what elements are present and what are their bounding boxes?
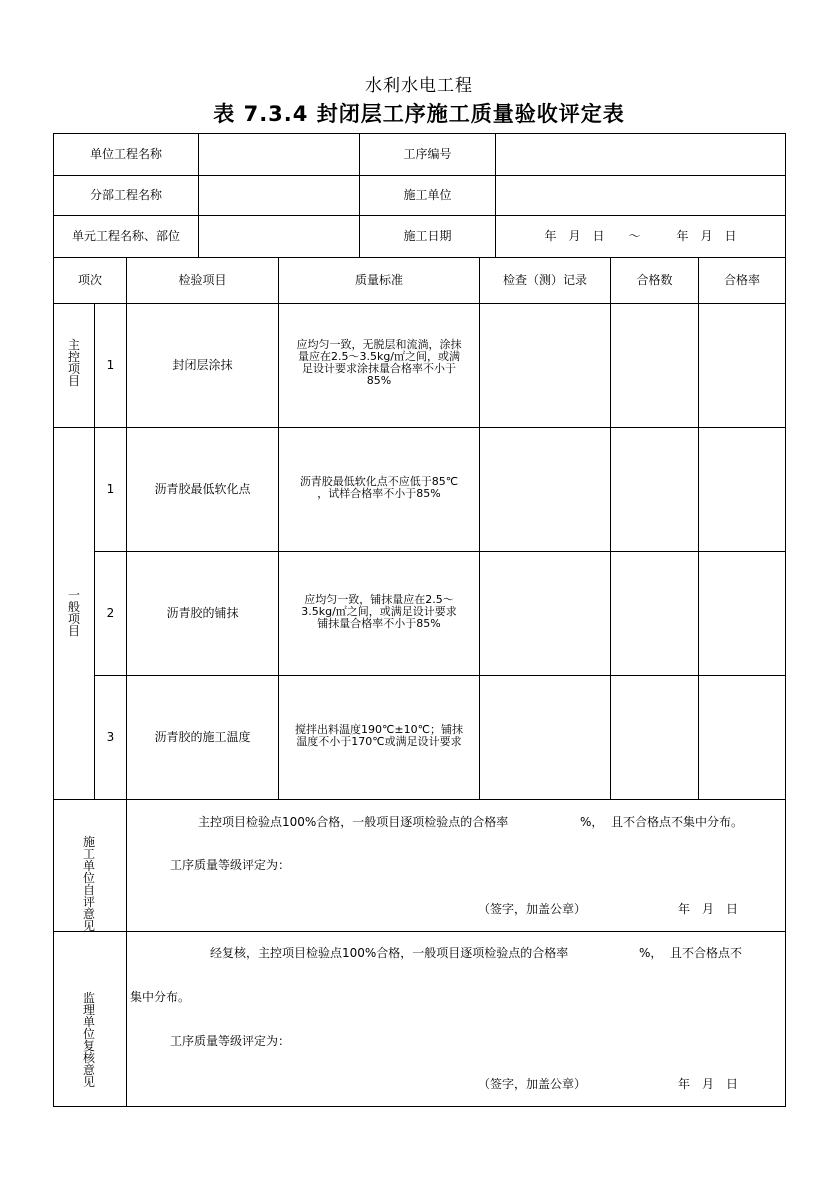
- form-title: 表 7.3.4 封闭层工序施工质量验收评定表: [213, 102, 625, 126]
- main-item-record[interactable]: [480, 304, 610, 427]
- col-item-order: 项次: [77, 273, 102, 287]
- general-item-1-record[interactable]: [480, 428, 610, 551]
- general-item-3-name: 沥青胶的施工温度: [154, 730, 251, 744]
- supervisor-statement: 经复核，主控项目检验点100%合格，一般项目逐项检验点的合格率: [210, 946, 569, 960]
- main-items-group-label: 主控项目: [68, 338, 81, 388]
- general-item-2-pass-rate[interactable]: [699, 552, 785, 675]
- self-eval-statement: 主控项目检验点100%合格，一般项目逐项检验点的合格率: [198, 815, 509, 829]
- form-supertitle: 水利水电工程: [365, 76, 473, 96]
- general-item-1-no: 1: [106, 482, 115, 496]
- main-item-name: 封闭层涂抹: [172, 358, 233, 372]
- self-eval-label: 施工单位自评意见: [83, 835, 96, 933]
- supervisor-date: 年 月 日: [678, 1077, 739, 1091]
- general-item-3-no: 3: [106, 730, 115, 744]
- general-item-3-record[interactable]: [480, 676, 610, 799]
- col-inspection-item: 检验项目: [178, 273, 227, 287]
- self-eval-grade: 工序质量等级评定为：: [170, 858, 291, 872]
- self-eval-sign: （签字，加盖公章）: [478, 902, 587, 916]
- general-item-2-no: 2: [106, 606, 115, 620]
- general-item-1-name: 沥青胶最低软化点: [154, 482, 251, 496]
- general-items-group-label: 一般项目: [68, 588, 81, 638]
- unit-project-label: 单位工程名称: [89, 147, 162, 161]
- main-item-qualified-count[interactable]: [611, 304, 698, 427]
- general-item-3-standard: 搅拌出料温度190℃±10℃；铺抹 温度不小于170℃或满足设计要求: [295, 723, 463, 748]
- construction-date-range[interactable]: 年 月 日 ～ 年 月 日: [544, 229, 737, 243]
- general-item-2-name: 沥青胶的铺抹: [166, 606, 239, 620]
- general-item-2-qualified-count[interactable]: [611, 552, 698, 675]
- general-item-1-standard: 沥青胶最低软化点不应低于85℃ ，试样合格率不小于85%: [299, 475, 459, 500]
- self-eval-statement-end: 且不合格点不集中分布。: [611, 815, 744, 829]
- supervisor-grade: 工序质量等级评定为：: [170, 1034, 291, 1048]
- main-item-pass-rate[interactable]: [699, 304, 785, 427]
- col-quality-standard: 质量标准: [354, 273, 403, 287]
- supervisor-statement-line2: 集中分布。: [130, 990, 191, 1004]
- self-eval-date: 年 月 日: [678, 902, 739, 916]
- general-item-2-standard: 应均匀一致，铺抹量应在2.5～ 3.5kg/㎡之间，或满足设计要求 铺抹量合格率不小于85%: [301, 593, 457, 630]
- general-item-1-pass-rate[interactable]: [699, 428, 785, 551]
- main-item-standard: 应均匀一致，无脱层和流淌，涂抹 量应在2.5～3.5kg/㎡之间，或满 足设计要求涂抹量合格率不小于 85%: [296, 338, 462, 387]
- col-record: 检查（测）记录: [502, 273, 587, 287]
- col-pass-rate: 合格率: [723, 273, 760, 287]
- construction-unit-label: 施工单位: [403, 188, 452, 202]
- supervisor-label: 监理单位复核意见: [83, 991, 96, 1089]
- general-item-2-record[interactable]: [480, 552, 610, 675]
- element-project-value[interactable]: [199, 216, 359, 257]
- process-no-label: 工序编号: [403, 147, 452, 161]
- supervisor-sign: （签字，加盖公章）: [478, 1077, 587, 1091]
- supervisor-statement-end: 且不合格点不: [670, 946, 743, 960]
- construction-unit-value[interactable]: [496, 176, 785, 215]
- supervisor-percent: %，: [639, 946, 663, 960]
- construction-date-label: 施工日期: [403, 229, 452, 243]
- unit-project-value[interactable]: [199, 134, 359, 175]
- col-qualified-count: 合格数: [636, 273, 673, 287]
- self-eval-percent: %，: [580, 815, 604, 829]
- sub-project-label: 分部工程名称: [89, 188, 162, 202]
- element-project-label: 单元工程名称、部位: [71, 229, 180, 243]
- general-item-3-pass-rate[interactable]: [699, 676, 785, 799]
- sub-project-value[interactable]: [199, 176, 359, 215]
- main-item-no: 1: [106, 358, 115, 372]
- general-item-3-qualified-count[interactable]: [611, 676, 698, 799]
- process-no-value[interactable]: [496, 134, 785, 175]
- general-item-1-qualified-count[interactable]: [611, 428, 698, 551]
